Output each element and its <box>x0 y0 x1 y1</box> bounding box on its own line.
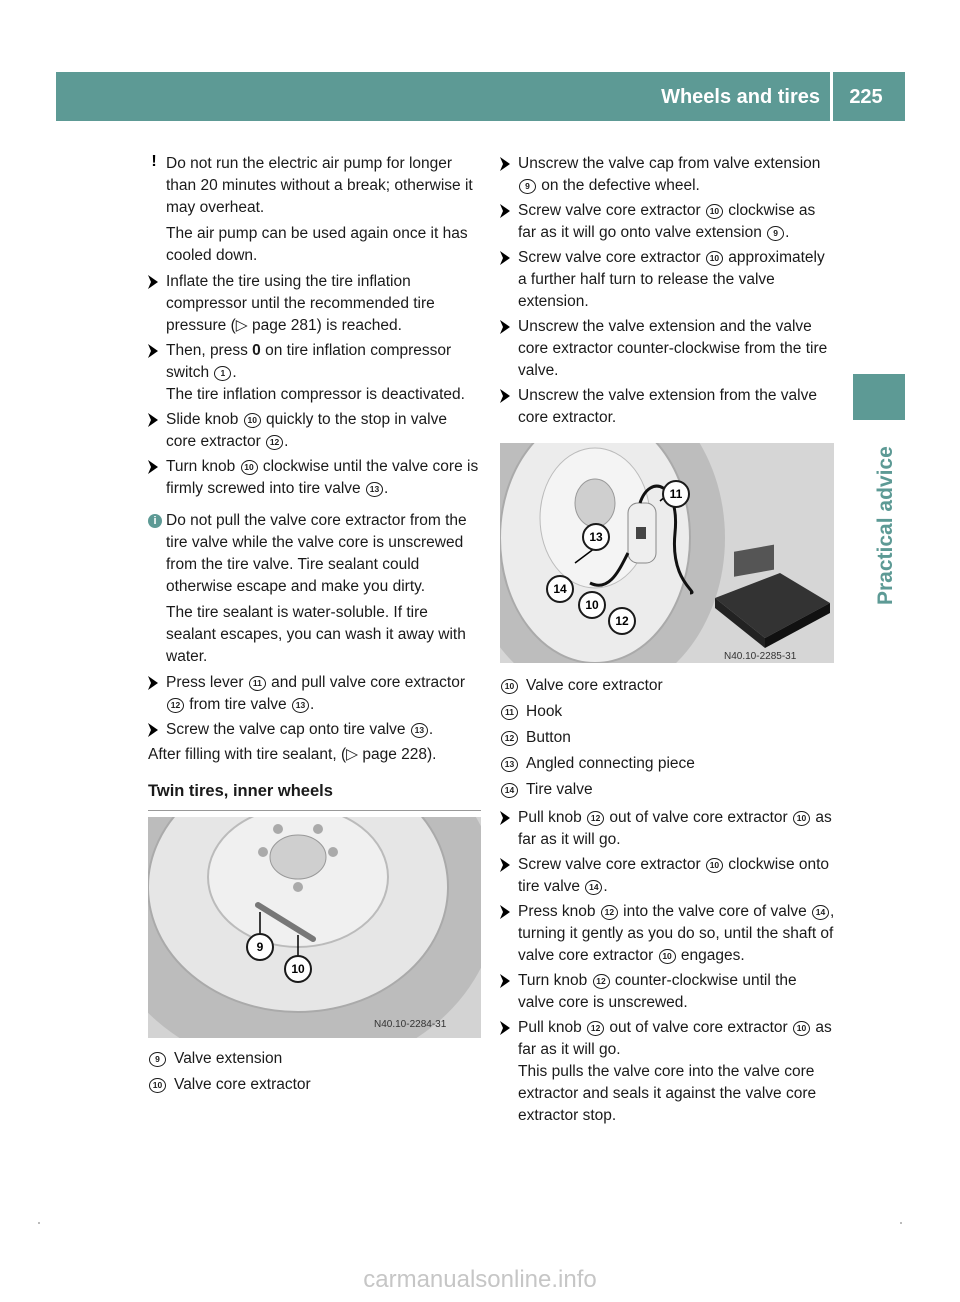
left-column <box>148 153 481 1098</box>
legend <box>500 673 836 803</box>
legend-item <box>500 673 836 699</box>
step-arrow-icon <box>148 460 158 474</box>
callout: 12 <box>608 607 636 635</box>
wheel-drawing <box>148 817 481 1038</box>
paragraph: After filling with tire sealant, (▷ page 228). <box>148 746 437 763</box>
ref-number: 10 <box>706 858 723 873</box>
ref-number: 10 <box>793 811 810 826</box>
callout: 10 <box>578 591 606 619</box>
callout: 10 <box>284 955 312 983</box>
legend-item <box>148 1046 481 1072</box>
callout: 14 <box>546 575 574 603</box>
info-icon: i <box>148 514 162 528</box>
info-note <box>148 510 481 668</box>
step-arrow-icon <box>500 320 510 334</box>
ref-number: 13 <box>501 757 518 772</box>
step-text: into the valve core of valve <box>618 903 811 920</box>
right-column <box>500 153 836 1130</box>
step-text: on tire inflation compressor switch <box>166 342 452 381</box>
ref-number: 14 <box>585 880 602 895</box>
step-text: Screw valve core extractor <box>518 202 705 219</box>
info-text: Do not pull the valve core extractor from the tire valve while the valve core is unscrewed from the tire valve. Tire sealant could otherwise escape and make you dirty. <box>166 512 467 595</box>
ref-number: 10 <box>706 251 723 266</box>
step-text: Turn knob <box>518 972 592 989</box>
step <box>500 316 836 382</box>
legend-item <box>500 777 836 803</box>
footer-dot <box>900 1222 902 1224</box>
legend-label: Valve core extractor <box>174 1076 311 1093</box>
ref-number: 9 <box>767 226 784 241</box>
page-number: 225 <box>849 86 883 108</box>
ref-number: 12 <box>501 731 518 746</box>
step <box>148 719 481 741</box>
step-text: approximately a further half turn to release the valve extension. <box>518 249 825 310</box>
step <box>148 456 481 500</box>
step <box>148 271 481 337</box>
step-arrow-icon <box>148 723 158 737</box>
step-arrow-icon <box>500 905 510 919</box>
ref-number: 12 <box>587 811 604 826</box>
legend-item <box>500 725 836 751</box>
step-text: engages. <box>676 947 745 964</box>
legend-label: Valve core extractor <box>526 677 663 694</box>
step-text: Press knob <box>518 903 600 920</box>
side-tab-block <box>853 374 905 420</box>
switch-position: 0 <box>252 342 261 359</box>
step-text: Press lever <box>166 674 248 691</box>
legend-item <box>148 1072 481 1098</box>
step-text: . <box>785 224 790 241</box>
step-text: Pull knob <box>518 1019 587 1036</box>
step-result: This pulls the valve core into the valve core extractor and seals it against the valve core extractor stop. <box>518 1063 817 1124</box>
ref-number: 10 <box>706 204 723 219</box>
ref-number: 10 <box>501 679 518 694</box>
step-arrow-icon <box>500 858 510 872</box>
step-arrow-icon <box>500 811 510 825</box>
step-text: from tire valve <box>185 696 291 713</box>
step <box>500 901 836 967</box>
warning-icon: ! <box>151 153 157 170</box>
ref-number: 10 <box>659 949 676 964</box>
ref-number: 12 <box>167 698 184 713</box>
figure-code: N40.10-2284-31 <box>374 1019 447 1030</box>
section-title: Wheels and tires <box>661 86 820 108</box>
ref-number: 10 <box>793 1021 810 1036</box>
step-text: Then, press <box>166 342 253 359</box>
step-arrow-icon <box>500 251 510 265</box>
ref-number: 10 <box>149 1078 166 1093</box>
step-text: . <box>232 364 237 381</box>
side-tab-label: Practical advice <box>874 446 897 605</box>
ref-number: 14 <box>501 783 518 798</box>
step <box>500 854 836 898</box>
step-text: . <box>309 696 315 713</box>
ref-number: 11 <box>501 705 518 720</box>
step-text: Screw the valve cap onto tire valve <box>166 721 410 738</box>
footer-dot <box>38 1222 40 1224</box>
step <box>500 1017 836 1127</box>
step <box>148 672 481 716</box>
step-text: clockwise until the valve core is firmly screwed into tire valve <box>166 458 479 497</box>
warning-text: Do not run the electric air pump for longer than 20 minutes without a break; otherwise it may overheat. <box>166 155 473 216</box>
ref-number: 12 <box>587 1021 604 1036</box>
watermark: carmanualsonline.info <box>363 1266 597 1293</box>
step-text: Turn knob <box>166 458 240 475</box>
legend-label: Button <box>526 729 571 746</box>
step-text: Unscrew the valve cap from valve extension <box>518 155 821 172</box>
step-arrow-icon <box>148 344 158 358</box>
step-text: clockwise onto tire valve <box>518 856 830 895</box>
legend-label: Hook <box>526 703 563 720</box>
step-arrow-icon <box>148 275 158 289</box>
legend-label: Tire valve <box>526 781 593 798</box>
step <box>148 340 481 406</box>
compressor-illustration <box>500 443 834 663</box>
step <box>500 200 836 244</box>
legend-label: Angled connecting piece <box>526 755 695 772</box>
ref-number: 10 <box>241 460 258 475</box>
step-text: Slide knob <box>166 411 243 428</box>
step-text: . <box>603 878 608 895</box>
step-text: Screw valve core extractor <box>518 856 705 873</box>
subheading: Twin tires, inner wheels <box>148 780 481 811</box>
step-arrow-icon <box>500 204 510 218</box>
step-arrow-icon <box>500 1021 510 1035</box>
step-text: Inflate the tire using the tire inflation compressor until the recommended tire pressure (▷ page 281) is reached. <box>166 273 435 334</box>
step-text: as far as it will go. <box>518 809 832 848</box>
ref-number: 14 <box>812 905 829 920</box>
header-divider <box>830 72 833 121</box>
legend <box>148 1046 481 1098</box>
callout: 13 <box>582 523 610 551</box>
ref-number: 10 <box>244 413 261 428</box>
ref-number: 9 <box>149 1052 166 1067</box>
step-arrow-icon <box>500 157 510 171</box>
step-text: counter-clockwise until the valve core is unscrewed. <box>518 972 797 1011</box>
step-text: clockwise as far as it will go onto valve extension <box>518 202 816 241</box>
figure-code: N40.10-2285-31 <box>724 651 797 662</box>
legend-item <box>500 699 836 725</box>
step-text: quickly to the stop in valve core extractor <box>166 411 447 450</box>
step <box>500 153 836 197</box>
step-arrow-icon <box>500 974 510 988</box>
callout: 11 <box>662 480 690 508</box>
ref-number: 12 <box>593 974 610 989</box>
ref-number: 1 <box>214 366 231 381</box>
step-text: Unscrew the valve extension from the valve core extractor. <box>518 387 817 426</box>
step <box>500 247 836 313</box>
step-arrow-icon <box>148 676 158 690</box>
step-text: . <box>428 721 434 738</box>
step-arrow-icon <box>148 413 158 427</box>
step-text: Pull knob <box>518 809 587 826</box>
callout: 9 <box>246 933 274 961</box>
ref-number: 13 <box>366 482 383 497</box>
step-text: . <box>284 433 289 450</box>
wheel-compressor-drawing <box>500 443 834 663</box>
step-text: out of valve core extractor <box>605 1019 793 1036</box>
step-text: Screw valve core extractor <box>518 249 705 266</box>
step-text: , turning it gently as you do so, until the shaft of valve core extractor <box>518 903 835 964</box>
ref-number: 12 <box>266 435 283 450</box>
info-text-2: The tire sealant is water-soluble. If tire sealant escapes, you can wash it away with water. <box>166 604 466 665</box>
step-text: as far as it will go. <box>518 1019 832 1058</box>
step-text: and pull valve core extractor <box>266 674 465 691</box>
warning-note <box>148 153 481 267</box>
step <box>500 385 836 429</box>
ref-number: 13 <box>292 698 309 713</box>
ref-number: 11 <box>249 676 266 691</box>
step-arrow-icon <box>500 389 510 403</box>
ref-number: 9 <box>519 179 536 194</box>
step <box>500 970 836 1014</box>
step-text: out of valve core extractor <box>605 809 793 826</box>
step-text: . <box>383 480 389 497</box>
warning-text-2: The air pump can be used again once it has cooled down. <box>166 225 468 264</box>
twin-tire-illustration <box>148 817 481 1038</box>
ref-number: 12 <box>601 905 618 920</box>
legend-label: Valve extension <box>174 1050 283 1067</box>
step-result: The tire inflation compressor is deactivated. <box>166 386 465 403</box>
step <box>500 807 836 851</box>
step-text: on the defective wheel. <box>537 177 700 194</box>
ref-number: 13 <box>411 723 428 738</box>
step-text: Unscrew the valve extension and the valve core extractor counter-clockwise from the tire valve. <box>518 318 828 379</box>
legend-item <box>500 751 836 777</box>
step <box>148 409 481 453</box>
